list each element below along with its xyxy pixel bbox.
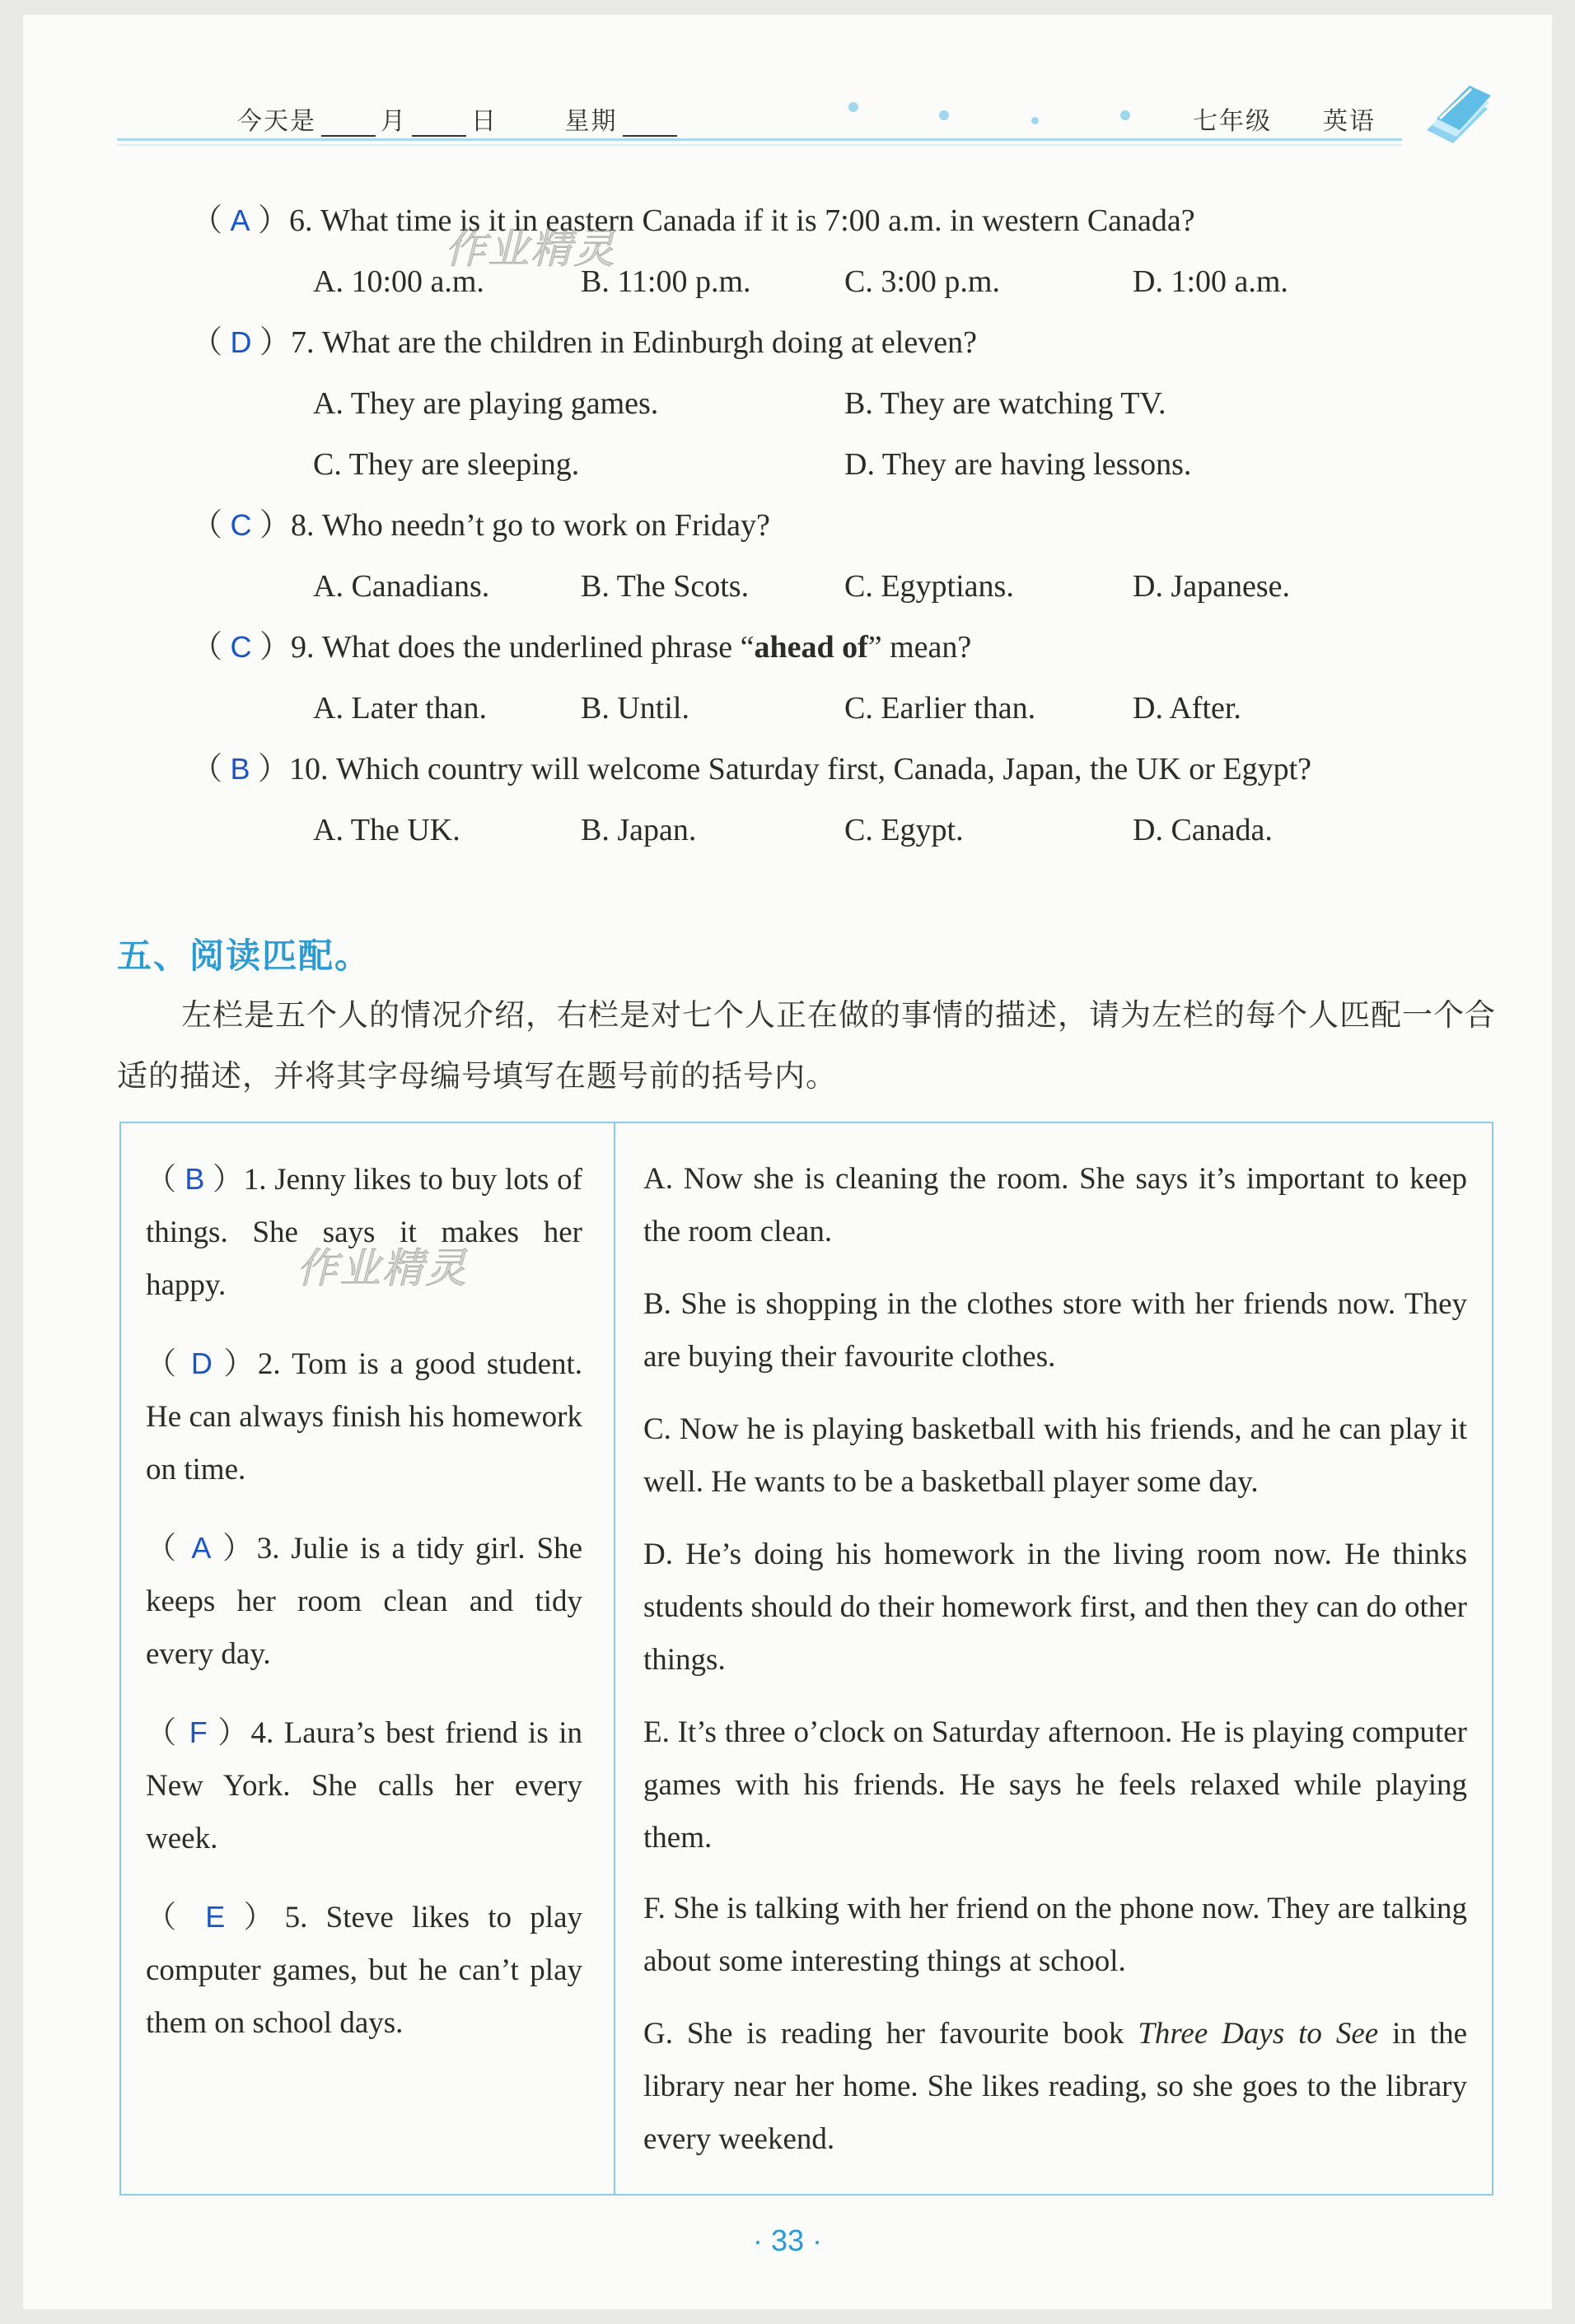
option-a: A. They are playing games. <box>313 386 659 421</box>
right-item: B. She is shopping in the clothes store with her friends now. They are buying their favourite clothes. <box>643 1287 1467 1374</box>
header-rule-light <box>117 144 1402 146</box>
month-blank <box>321 114 376 137</box>
right-item: D. He’s doing his homework in the living room now. He thinks students should do their homework first, and then they can do other things. <box>643 1538 1467 1677</box>
left-item-text: 1. Jenny likes to buy lots of things. She says it makes her happy. <box>146 1163 582 1302</box>
answer-q8: C <box>230 508 252 542</box>
subject-label: 英语 <box>1323 107 1376 136</box>
option-c: C. Earlier than. <box>844 691 1036 726</box>
left-item-text: 3. Julie is a tidy girl. She keeps her room clean and tidy every day. <box>146 1532 582 1671</box>
question-7: （ D ）7. What are the children in Edinburgh doing at eleven? <box>191 325 977 360</box>
underlined-phrase: ahead of <box>754 630 868 665</box>
left-item-text: 2. Tom is a good student. He can always finish his homework on time. <box>146 1347 583 1486</box>
question-9: （ C ）9. What does the underlined phrase “ahead of” mean? <box>191 630 972 665</box>
header-rule <box>117 138 1402 141</box>
page-header <box>92 82 1476 156</box>
question-text: 8. Who needn’t go to work on Friday? <box>291 508 770 543</box>
watermark: 作业精灵 <box>445 225 616 273</box>
right-item-text-end: in the library near her home. She likes reading, so she goes to the library every weekend. <box>643 2017 1468 2156</box>
question-text: 9. What does the underlined phrase “ <box>291 630 755 665</box>
date-prefix: 今天是 <box>237 107 316 136</box>
option-c: C. They are sleeping. <box>313 447 580 482</box>
section-instructions: 左栏是五个人的情况介绍，右栏是对七个人正在做的事情的描述，请为左栏的每个人匹配一个合适的描述，并将其字母编号填写在题号前的括号内。 <box>117 997 1496 1094</box>
left-item-text: 4. Laura’s best friend is in New York. She calls her every week. <box>146 1716 583 1855</box>
right-item: E. It’s three o’clock on Saturday afternoon. He is playing computer games with his friends. He says he feels relaxed while playing them. <box>643 1715 1467 1855</box>
answer-q6: A <box>230 203 250 237</box>
right-item: A. Now she is cleaning the room. She says it’s important to keep the room clean. <box>643 1162 1467 1248</box>
option-c: C. Egyptians. <box>844 569 1014 604</box>
option-a: A. The UK. <box>313 813 460 847</box>
option-a: A. 10:00 a.m. <box>313 264 484 299</box>
option-c: C. Egypt. <box>844 813 964 847</box>
grade-label: 七年级 <box>1193 107 1272 136</box>
option-b: B. The Scots. <box>581 569 750 604</box>
decor-dot <box>939 110 949 120</box>
date-line <box>237 100 682 137</box>
question-text-end: ” mean? <box>867 630 972 665</box>
answer-2: D <box>190 1346 213 1380</box>
left-item: （ B ）1. Jenny likes to buy lots of things. She says it makes her happy. <box>146 1162 582 1302</box>
day-blank <box>412 114 466 137</box>
left-item: （ F ）4. Laura’s best friend is in New York. She calls her every week. <box>146 1715 583 1855</box>
option-b: B. Until. <box>581 691 689 726</box>
option-b: B. Japan. <box>581 813 697 847</box>
question-10: （ B ）10. Which country will welcome Saturday first, Canada, Japan, the UK or Egypt? <box>191 752 1312 786</box>
option-d: D. They are having lessons. <box>844 447 1192 482</box>
watermark: 作业精灵 <box>297 1244 468 1292</box>
option-d: D. 1:00 a.m. <box>1133 264 1288 299</box>
day-label: 日 <box>471 107 498 136</box>
month-label: 月 <box>381 107 407 136</box>
option-d: D. After. <box>1133 691 1241 726</box>
weekday-blank <box>623 114 677 137</box>
answer-1: B <box>185 1162 205 1196</box>
left-item-text: 5. Steve likes to play computer games, but he can’t play them on school days. <box>146 1901 583 2040</box>
page-number: · 33 · <box>752 2224 823 2257</box>
right-item: F. She is talking with her friend on the phone now. They are talking about some interesting things at school. <box>643 1892 1467 1978</box>
option-b: B. 11:00 p.m. <box>581 264 751 299</box>
section-title: 五、阅读匹配。 <box>117 936 372 976</box>
left-item: （ A ）3. Julie is a tidy girl. She keeps her room clean and tidy every day. <box>146 1531 582 1671</box>
right-item <box>643 2008 1467 2166</box>
option-a: A. Later than. <box>313 691 488 726</box>
option-a: A. Canadians. <box>313 569 490 604</box>
decor-dot <box>1120 110 1130 120</box>
question-text: 6. What time is it in eastern Canada if it is 7:00 a.m. in western Canada? <box>289 203 1195 238</box>
answer-3: A <box>191 1531 212 1565</box>
book-icon <box>1420 79 1494 145</box>
option-c: C. 3:00 p.m. <box>844 264 1000 299</box>
answer-q9: C <box>230 630 252 664</box>
right-item: C. Now he is playing basketball with his friends, and he can play it well. He wants to be a basketball player some day. <box>643 1412 1467 1499</box>
question-text: 7. What are the children in Edinburgh doing at eleven? <box>291 325 977 360</box>
table-divider <box>614 1123 615 2194</box>
answer-4: F <box>189 1715 208 1749</box>
option-d: D. Japanese. <box>1133 569 1290 604</box>
question-8: （ C ）8. Who needn’t go to work on Friday? <box>191 508 770 543</box>
option-d: D. Canada. <box>1133 813 1273 847</box>
question-text: 10. Which country will welcome Saturday first, Canada, Japan, the UK or Egypt? <box>289 752 1312 786</box>
left-item: （ D ）2. Tom is a good student. He can always finish his homework on time. <box>146 1346 583 1486</box>
answer-q7: D <box>230 325 252 359</box>
right-item-text: G. She is reading her favourite book <box>643 2017 1138 2051</box>
left-item: （ E ）5. Steve likes to play computer games, but he can’t play them on school days. <box>146 1900 583 2040</box>
weekday-label: 星期 <box>564 107 618 136</box>
option-b: B. They are watching TV. <box>844 386 1166 421</box>
decor-dot <box>848 102 858 112</box>
book-title: Three Days to See <box>1138 2017 1379 2051</box>
question-6: （ A ）6. What time is it in eastern Canada if it is 7:00 a.m. in western Canada? <box>191 203 1195 238</box>
answer-5: E <box>205 1900 226 1934</box>
decor-dot <box>1031 117 1039 124</box>
answer-q10: B <box>230 752 250 786</box>
